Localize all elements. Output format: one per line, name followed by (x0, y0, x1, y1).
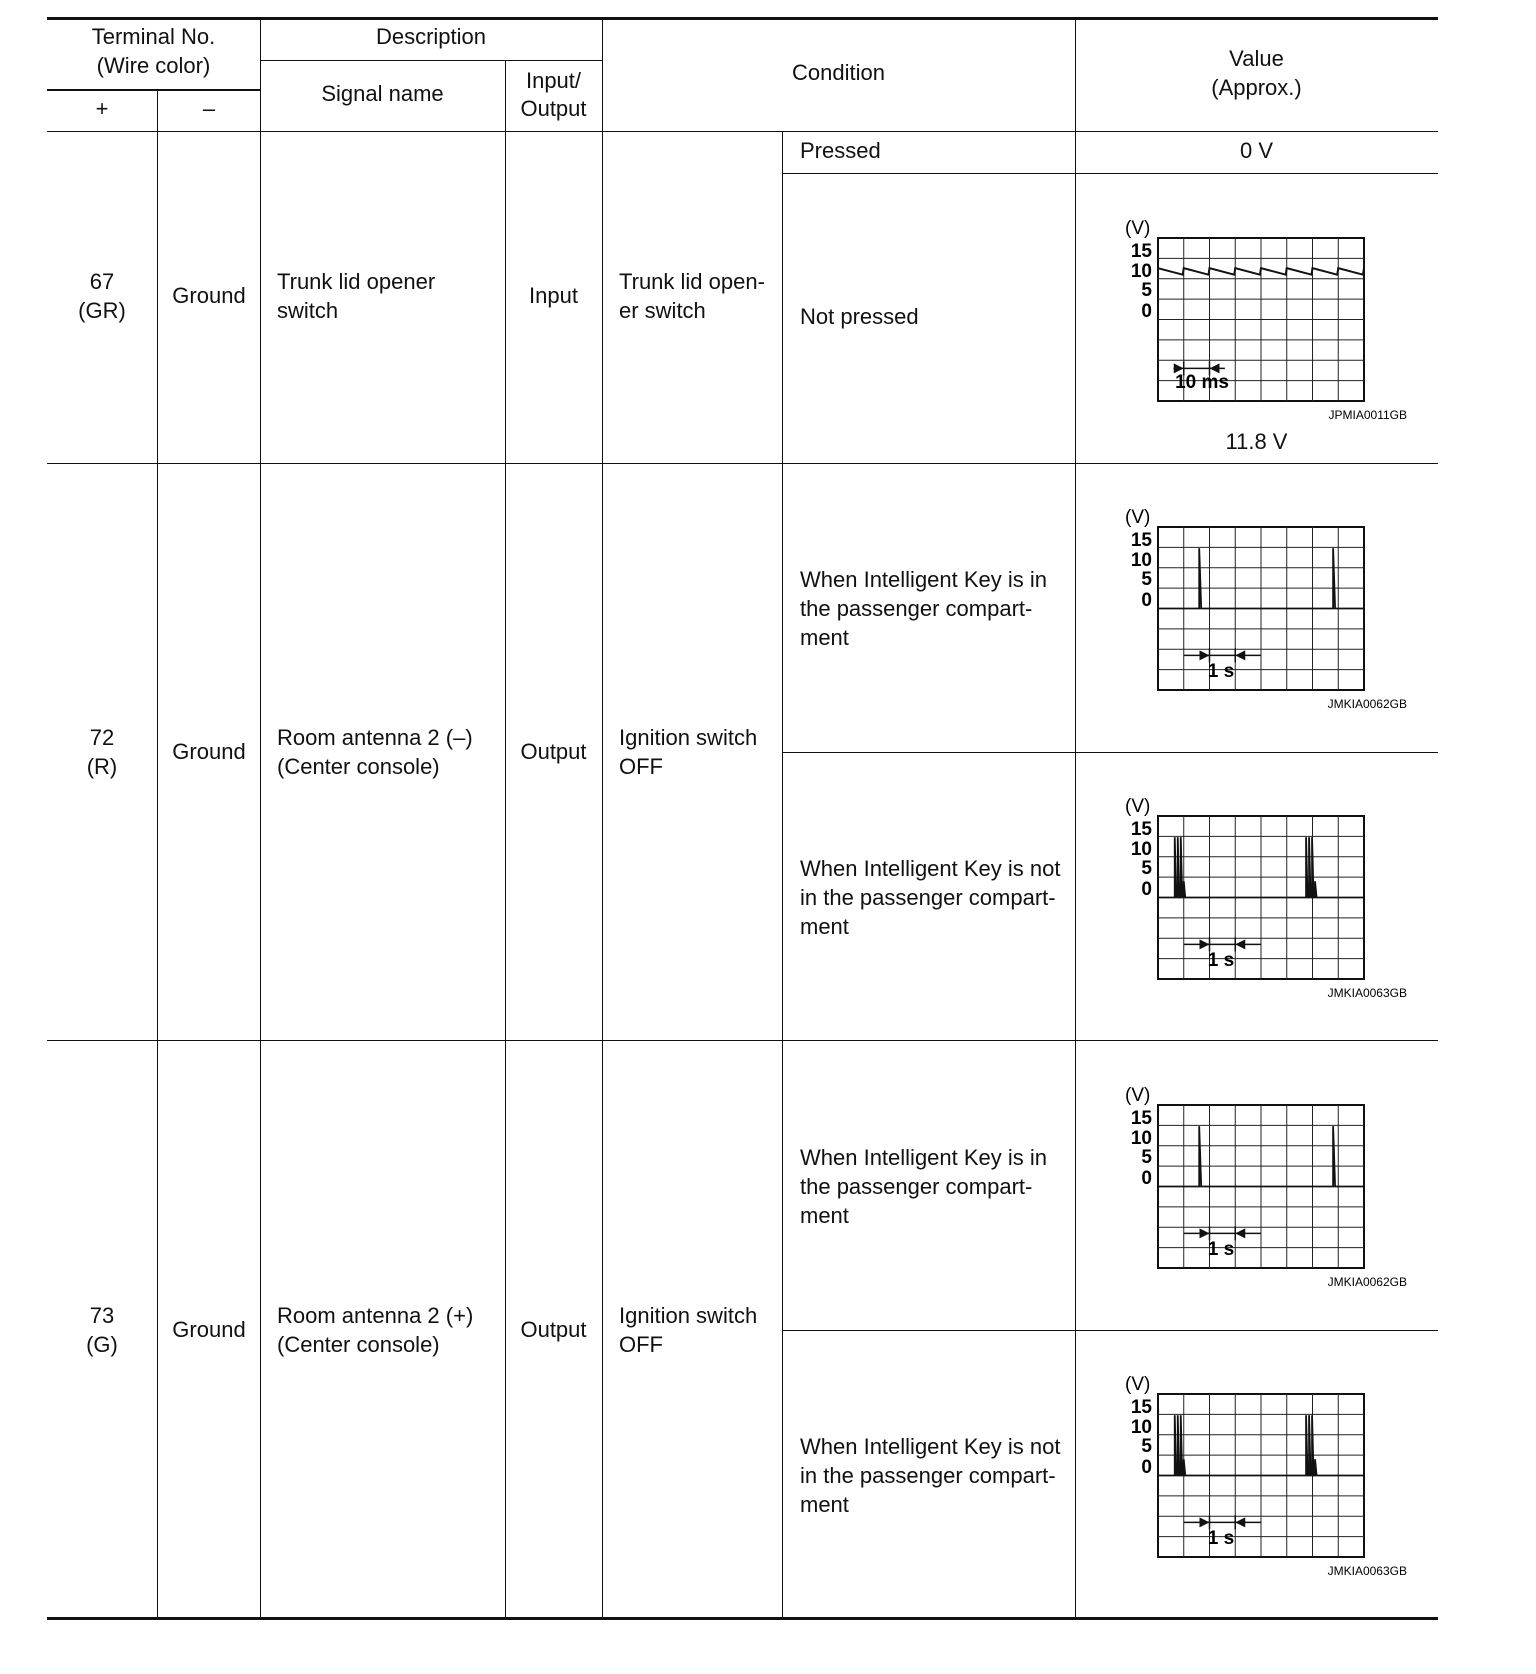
sub-condition-line-1: When Intelligent Key is in (800, 567, 1048, 592)
header-minus: – (202, 96, 216, 121)
scope-tick-0: 0 (1141, 879, 1152, 900)
value-not-pressed: 11.8 V (1225, 429, 1288, 454)
sub-condition-line-3: ment (800, 1203, 849, 1228)
header-wire-color: (Wire color) (96, 53, 211, 78)
scope-tick-10: 10 (1130, 839, 1152, 860)
rule-r1-sub (782, 173, 1438, 174)
header-plus: + (95, 96, 109, 121)
sub-condition-not-pressed: Not pressed (800, 304, 919, 329)
rule-header-bottom (47, 131, 1438, 132)
scope-tick-0: 0 (1141, 590, 1152, 611)
scope-tick-5: 5 (1141, 569, 1152, 590)
scope-tick-10: 10 (1130, 1128, 1152, 1149)
input-output: Input (529, 283, 578, 308)
col-sep-value (1075, 17, 1076, 1619)
scope-tick-10: 10 (1130, 1417, 1152, 1438)
sub-condition-line-2: the passenger compart- (800, 596, 1033, 621)
terminal-number: 73 (89, 1303, 115, 1328)
scope-tick-5: 5 (1141, 858, 1152, 879)
sub-condition-line-2: in the passenger compart- (800, 1463, 1056, 1488)
col-sep-plus-minus (157, 89, 158, 1619)
col-sep-terminal (260, 17, 261, 1619)
col-sep-cond-sub (782, 131, 783, 1619)
scope-tick-5: 5 (1141, 1436, 1152, 1457)
scope-unit-label: (V) (1125, 218, 1151, 239)
scope-tick-15: 15 (1130, 241, 1152, 262)
condition-line-2: OFF (619, 1332, 663, 1357)
figure-code: JPMIA0011GB (1328, 408, 1407, 422)
span-arrow-right (1235, 939, 1245, 949)
scope-tick-0: 0 (1141, 1168, 1152, 1189)
signal-name-line-2: (Center console) (277, 1332, 440, 1357)
span-arrow-right (1235, 1517, 1245, 1527)
value-pressed: 0 V (1239, 138, 1274, 163)
signal-name-line-2: switch (277, 298, 339, 323)
waveform-burst-pulse-1s (1120, 794, 1407, 1004)
oscilloscope-waveform (1120, 505, 1407, 715)
scope-unit-label: (V) (1125, 1085, 1151, 1106)
col-sep-io (602, 17, 603, 1619)
ground-terminal: Ground (172, 739, 246, 764)
ground-terminal: Ground (172, 1317, 246, 1342)
scope-tick-5: 5 (1141, 280, 1152, 301)
scope-time-span: 1 s (1207, 950, 1235, 971)
terminal-number: 67 (89, 269, 115, 294)
waveform-burst-pulse-1s (1120, 1372, 1407, 1582)
scope-time-span: 1 s (1207, 1239, 1235, 1260)
header-signal-name: Signal name (321, 81, 444, 106)
scope-tick-15: 15 (1130, 1108, 1152, 1129)
condition-line-2: OFF (619, 754, 663, 779)
sub-condition-line-3: ment (800, 1492, 849, 1517)
sub-condition-pressed: Pressed (800, 138, 881, 163)
input-output: Output (520, 739, 587, 764)
oscilloscope-waveform (1120, 1083, 1407, 1293)
rule-r3-sub (782, 1330, 1438, 1331)
input-output: Output (520, 1317, 587, 1342)
scope-tick-10: 10 (1130, 550, 1152, 571)
scope-tick-15: 15 (1130, 1397, 1152, 1418)
header-input-output-1: Input/ (525, 68, 582, 93)
scope-time-span: 10 ms (1175, 372, 1229, 393)
rule-terminal-sub (47, 89, 260, 91)
span-arrow-left (1200, 650, 1210, 660)
figure-code: JMKIA0063GB (1327, 986, 1407, 1000)
condition-line-1: Ignition switch (619, 1303, 758, 1328)
sub-condition-line-1: When Intelligent Key is in (800, 1145, 1048, 1170)
header-input-output-2: Output (520, 96, 587, 121)
signal-name-line-1: Room antenna 2 (–) (277, 725, 473, 750)
header-terminal-no: Terminal No. (91, 24, 216, 49)
figure-code: JMKIA0062GB (1327, 697, 1407, 711)
scope-unit-label: (V) (1125, 1374, 1151, 1395)
terminal-number: 72 (89, 725, 115, 750)
sub-condition-line-2: the passenger compart- (800, 1174, 1033, 1199)
scope-tick-10: 10 (1130, 261, 1152, 282)
scope-tick-15: 15 (1130, 530, 1152, 551)
span-arrow-right (1235, 650, 1245, 660)
scope-unit-label: (V) (1125, 507, 1151, 528)
condition-line-1: Trunk lid open- (619, 269, 765, 294)
sub-condition-line-1: When Intelligent Key is not (800, 856, 1061, 881)
scope-tick-0: 0 (1141, 1457, 1152, 1478)
header-condition: Condition (792, 60, 885, 85)
span-arrow-left (1200, 1517, 1210, 1527)
oscilloscope-waveform (1120, 794, 1407, 1004)
rule-top (47, 17, 1438, 20)
rule-bottom (47, 1617, 1438, 1620)
span-arrow-right (1235, 1228, 1245, 1238)
oscilloscope-waveform (1120, 216, 1407, 426)
rule-r1-bottom (47, 463, 1438, 464)
oscilloscope-waveform (1120, 1372, 1407, 1582)
waveform-single-pulse-1s (1120, 505, 1407, 715)
span-arrow-left (1200, 939, 1210, 949)
signal-name-line-1: Trunk lid opener (277, 269, 436, 294)
condition-line-2: er switch (619, 298, 706, 323)
signal-name-line-1: Room antenna 2 (+) (277, 1303, 474, 1328)
condition-line-1: Ignition switch (619, 725, 758, 750)
scope-tick-0: 0 (1141, 301, 1152, 322)
scope-time-span: 1 s (1207, 661, 1235, 682)
rule-desc-sub (260, 60, 602, 61)
wire-color: (R) (86, 754, 118, 779)
scope-tick-15: 15 (1130, 819, 1152, 840)
figure-code: JMKIA0062GB (1327, 1275, 1407, 1289)
rule-r2-bottom (47, 1040, 1438, 1041)
waveform-trace (1158, 268, 1364, 275)
signal-name-line-2: (Center console) (277, 754, 440, 779)
scope-time-span: 1 s (1207, 1528, 1235, 1549)
sub-condition-line-1: When Intelligent Key is not (800, 1434, 1061, 1459)
header-description: Description (375, 24, 487, 49)
span-arrow-left (1200, 1228, 1210, 1238)
figure-code: JMKIA0063GB (1327, 1564, 1407, 1578)
waveform-single-pulse-1s (1120, 1083, 1407, 1293)
sub-condition-line-3: ment (800, 914, 849, 939)
wire-color: (GR) (78, 298, 126, 323)
rule-r2-sub (782, 752, 1438, 753)
scope-unit-label: (V) (1125, 796, 1151, 817)
header-value-1: Value (1229, 46, 1284, 71)
sub-condition-line-3: ment (800, 625, 849, 650)
header-value-2: (Approx.) (1211, 75, 1302, 100)
scope-tick-5: 5 (1141, 1147, 1152, 1168)
wire-color: (G) (86, 1332, 118, 1357)
ground-terminal: Ground (172, 283, 246, 308)
waveform-sawtooth-10ms (1120, 216, 1407, 426)
sub-condition-line-2: in the passenger compart- (800, 885, 1056, 910)
